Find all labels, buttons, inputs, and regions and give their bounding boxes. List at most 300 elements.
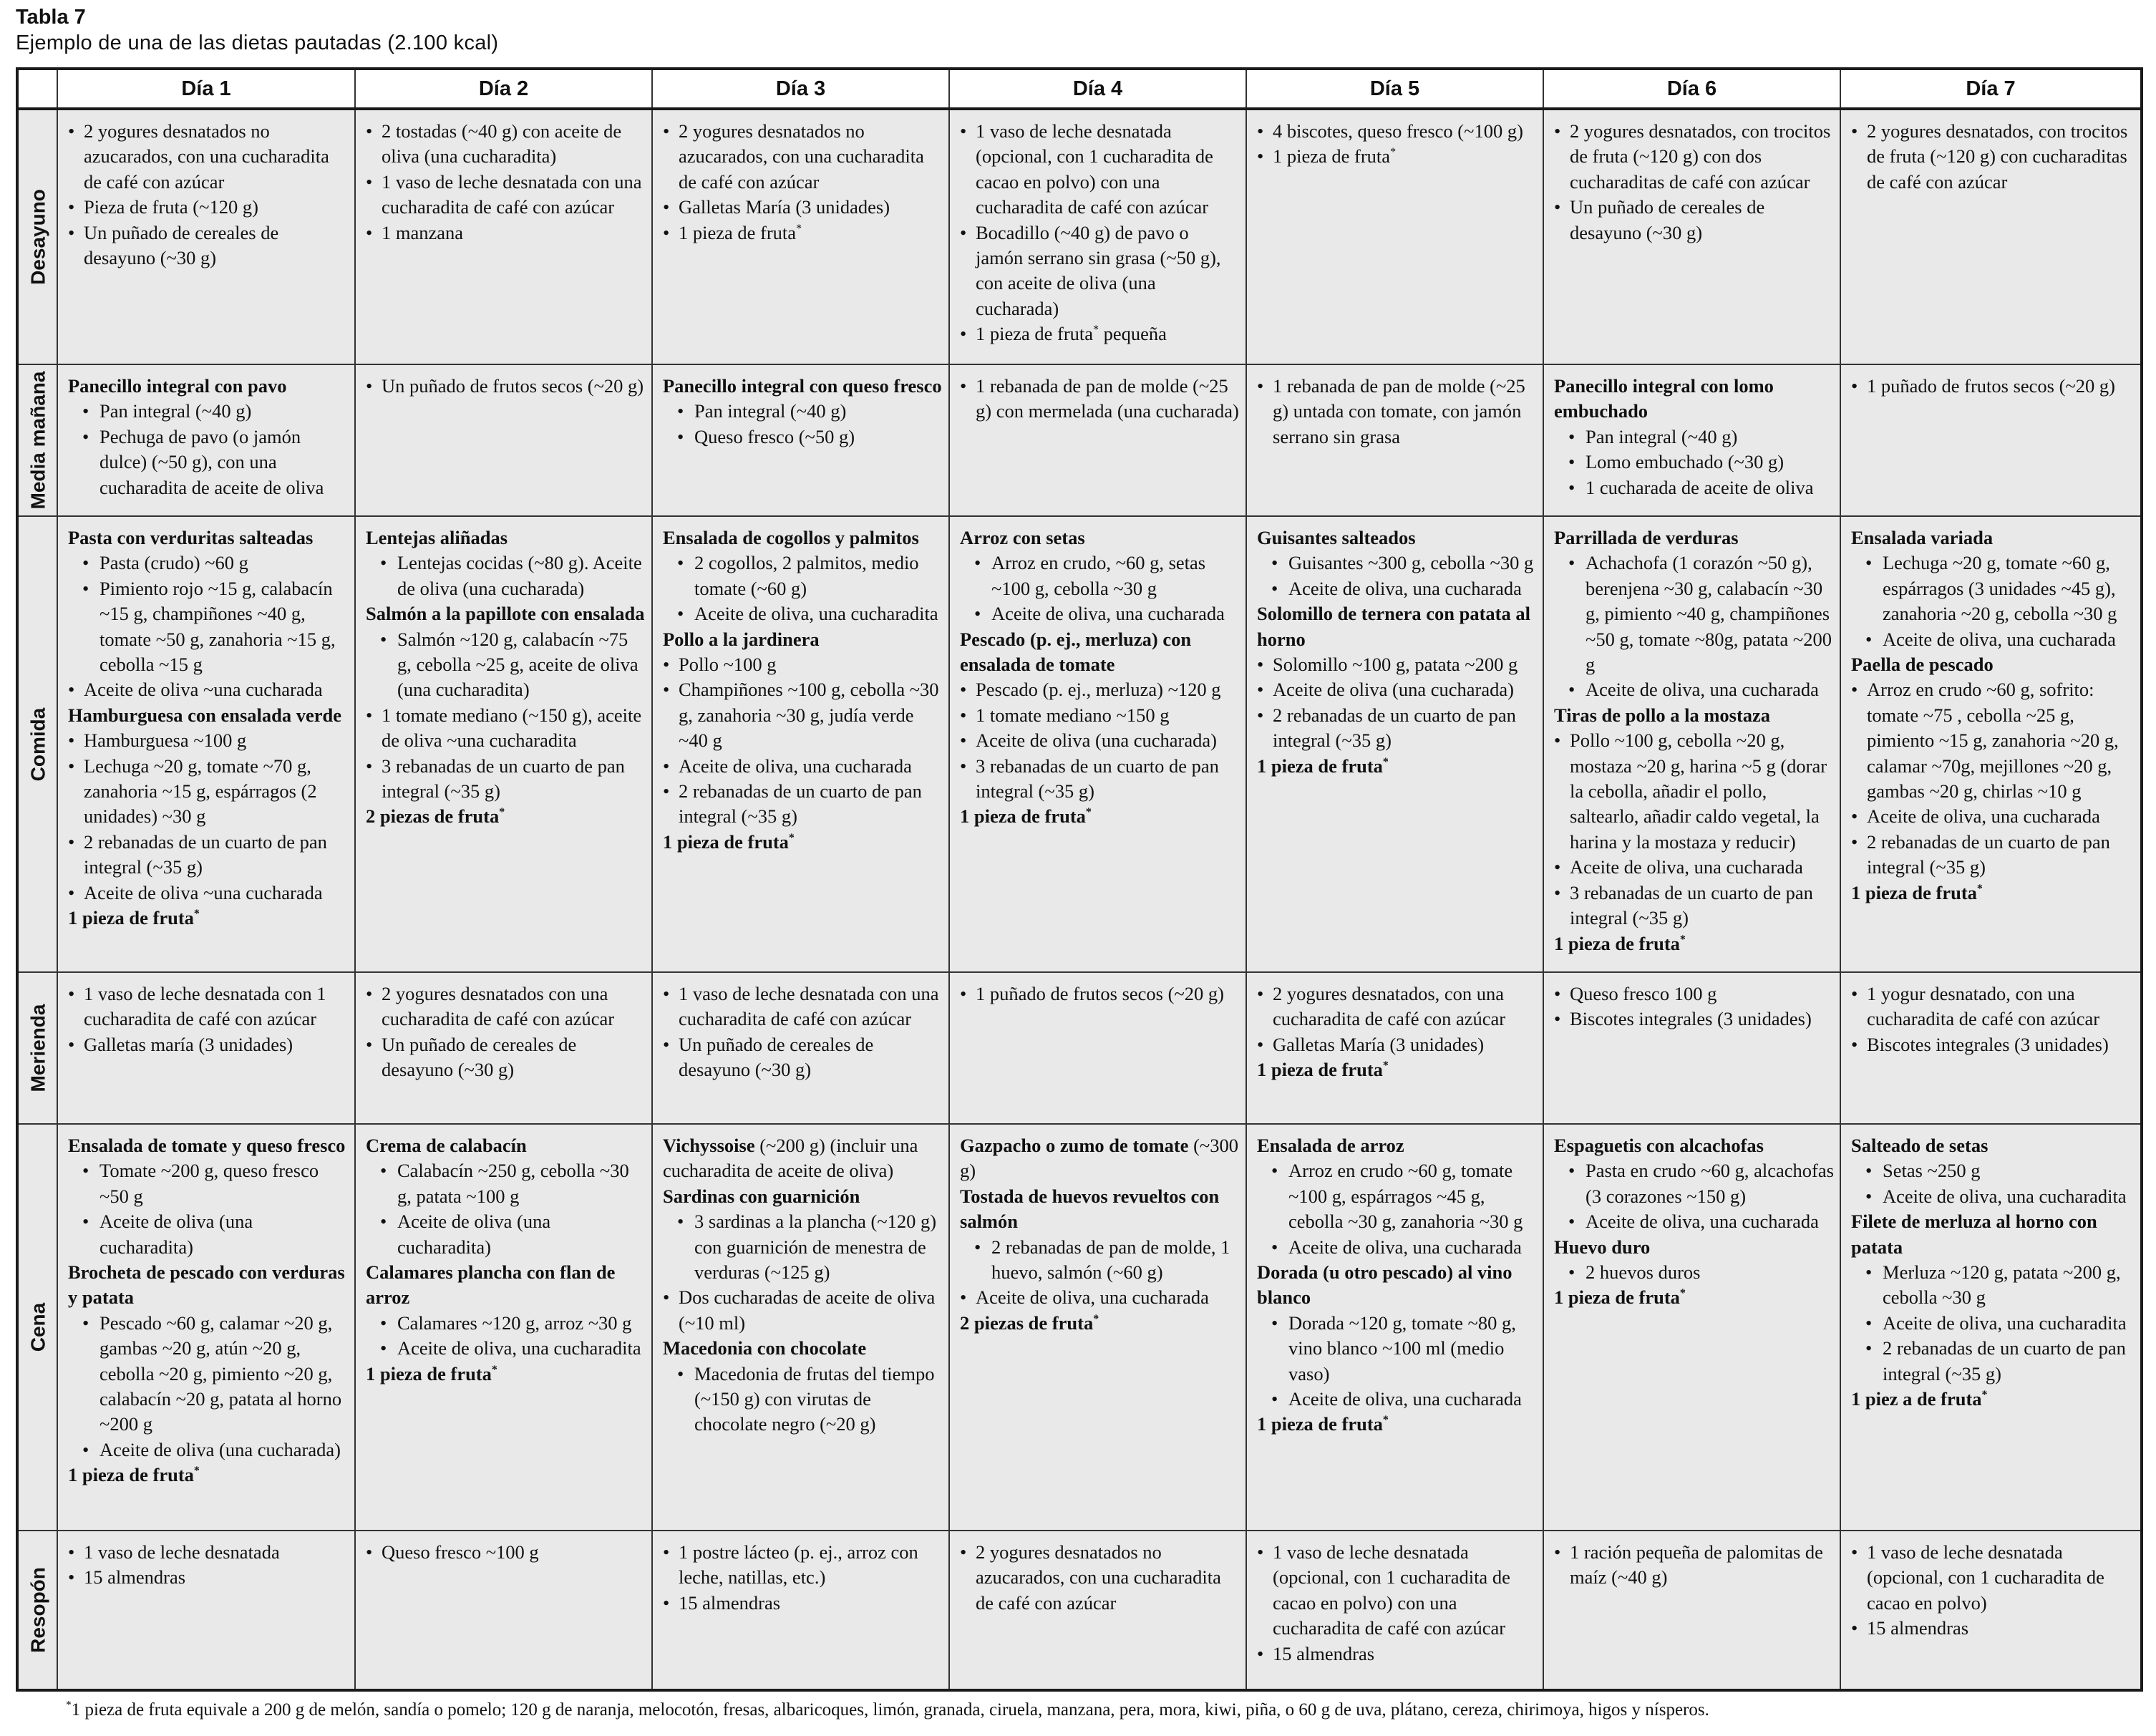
list-item [1554, 425, 1834, 450]
list-item [663, 220, 943, 246]
item-text: Un puñado de frutos secos (~20 g) [382, 375, 644, 397]
meal-cell [1543, 516, 1840, 972]
list-item [1257, 1158, 1537, 1234]
meal-cell [57, 1531, 355, 1690]
item-text: 1 vaso de leche desnatada con 1 cucharadita de café con azúcar [84, 983, 326, 1030]
item-text: 2 rebanadas de pan de molde, 1 huevo, salmón (~60 g) [991, 1236, 1230, 1284]
footnote-text: 1 pieza de fruta equivale a 200 g de melón, sandía o pomelo; 120 g de naranja, melocotón, fresas, albaricoques, limón, granada, ciruela, manzana, pera, mora, kiwi, piña, o 60 g de uva, plátano, cereza, chirimoya, higos y nísperos. [71, 1700, 1709, 1720]
item-text: Pan integral (~40 g) [694, 400, 847, 422]
item-text: Aceite de oliva, una cucharadita [1883, 1185, 2127, 1207]
item-text: 1 tomate mediano (~150 g), aceite de oliva ~una cucharadita [382, 704, 642, 752]
list-item [1851, 981, 2135, 1032]
item-text: Sardinas con guarnición [663, 1185, 860, 1207]
item-text: Pescado (p. ej., merluza) ~120 g [976, 679, 1221, 701]
meal-label-cell [17, 1124, 57, 1531]
list-item [68, 830, 349, 881]
list-item [663, 195, 943, 220]
item-text: Aceite de oliva, una cucharadita [694, 603, 938, 625]
item-text: Salteado de setas [1851, 1135, 1989, 1156]
footnote-ref: * [1085, 806, 1092, 819]
dish-title [960, 1133, 1240, 1184]
item-text: 1 postre lácteo (p. ej., arroz con leche, natillas, etc.) [679, 1541, 918, 1589]
list-item [1257, 551, 1537, 576]
list-item [68, 551, 349, 576]
item-text: Un puñado de cereales de desayuno (~30 g) [382, 1033, 577, 1081]
item-text: Queso fresco (~50 g) [694, 425, 855, 447]
item-text: 1 pieza de fruta [1257, 755, 1383, 777]
item-text: 2 rebanadas de un cuarto de pan integral (~35 g) [1867, 830, 2110, 878]
footnote-ref: * [796, 222, 802, 235]
list-item [68, 220, 349, 271]
item-text: 2 rebanadas de un cuarto de pan integral (~35 g) [1273, 704, 1516, 752]
meal-cell [355, 109, 652, 364]
item-text: Pimiento rojo ~15 g, calabacín ~15 g, champiñones ~40 g, tomate ~50 g, zanahoria ~15 g, cebolla ~15 g [99, 577, 336, 676]
item-text: Panecillo integral con lomo embuchado [1554, 375, 1774, 422]
list-item [663, 677, 943, 753]
footnote-ref: * [1679, 1287, 1686, 1300]
meal-label: Cena [26, 1302, 49, 1352]
item-text: Pasta (crudo) ~60 g [99, 552, 248, 574]
dish-title [1257, 1260, 1537, 1311]
item-text: Solomillo ~100 g, patata ~200 g [1273, 654, 1518, 676]
item-tail: pequeña [1099, 323, 1167, 345]
meal-cell [1840, 364, 2142, 516]
meal-cell [1246, 1124, 1543, 1531]
item-text: Calamares plancha con flan de arroz [366, 1261, 616, 1309]
list-item [1257, 144, 1537, 169]
item-text: 2 yogures desnatados con una cucharadita de café con azúcar [382, 983, 615, 1030]
item-text: Pieza de fruta (~120 g) [84, 196, 258, 218]
item-text: Salmón ~120 g, calabacín ~75 g, cebolla ~25 g, aceite de oliva (una cucharadita) [397, 628, 638, 701]
item-text: Ensalada variada [1851, 527, 1994, 548]
list-item [1257, 981, 1537, 1032]
column-header-dia-1: Día 1 [57, 69, 355, 109]
list-item [1554, 1260, 1834, 1285]
item-text: Aceite de oliva, una cucharada [1867, 805, 2100, 828]
item-text: Hamburguesa ~100 g [84, 729, 247, 752]
item-text: Aceite de oliva, una cucharada [1883, 628, 2116, 650]
list-item [366, 551, 646, 601]
list-item [663, 551, 943, 601]
item-text: Parrillada de verduras [1554, 527, 1739, 548]
list-item [68, 881, 349, 906]
item-text: 3 rebanadas de un cuarto de pan integral (~35 g) [1570, 881, 1813, 929]
footnote-ref: * [1390, 146, 1397, 159]
header-row [17, 69, 2142, 109]
dish-title [366, 1260, 646, 1311]
meal-cell [949, 1531, 1246, 1690]
dish-title [960, 804, 1240, 829]
list-item [663, 981, 943, 1032]
meal-label: Resopón [26, 1567, 49, 1653]
list-item [366, 170, 646, 220]
dish-title [1554, 525, 1834, 551]
item-text: Champiñones ~100 g, cebolla ~30 g, zanahoria ~30 g, judía verde ~40 g [679, 679, 939, 752]
item-text: 1 pieza de fruta [1554, 932, 1680, 954]
dish-title [1554, 703, 1834, 728]
list-item [366, 1336, 646, 1361]
item-text: Pescado ~60 g, calamar ~20 g, gambas ~20 g, atún ~20 g, cebolla ~20 g, pimiento ~20 g, calabacín ~20 g, patata al horno ~200 g [99, 1311, 342, 1435]
item-text: 2 piezas de fruta [366, 805, 500, 828]
item-text: Gazpacho o zumo de tomate [960, 1135, 1189, 1156]
dish-title [1257, 754, 1537, 779]
list-item [68, 119, 349, 195]
dish-title [68, 374, 349, 399]
meal-cell [57, 109, 355, 364]
item-text: 4 biscotes, queso fresco (~100 g) [1273, 120, 1523, 142]
dish-title [1851, 1387, 2135, 1412]
item-text: Paella de pescado [1851, 654, 1994, 676]
column-header-dia-5: Día 5 [1246, 69, 1543, 109]
item-text: Achachofa (1 corazón ~50 g), berenjena ~30 g, calabacín ~30 g, pimiento ~40 g, champiñones ~50 g, tomate ~80g, patata ~200 g [1586, 552, 1832, 676]
list-item [1851, 551, 2135, 626]
item-text: Tomate ~200 g, queso fresco ~50 g [99, 1160, 319, 1207]
item-tail: (~300 g) [960, 1135, 1238, 1182]
meal-cell [1543, 109, 1840, 364]
meal-cell [1840, 1531, 2142, 1690]
meal-cell [949, 516, 1246, 972]
item-text: Aceite de oliva, una cucharada [1586, 1211, 1819, 1233]
item-text: 1 vaso de leche desnatada (opcional, con 1 cucharadita de cacao en polvo) con una cucharadita de café con azúcar [976, 120, 1213, 218]
meal-cell [1543, 972, 1840, 1124]
dish-title [1554, 931, 1834, 956]
list-item [1851, 1032, 2135, 1057]
list-item [1257, 1642, 1537, 1667]
list-item [366, 220, 646, 246]
meal-cell [1840, 972, 2142, 1124]
item-text: 1 pieza de fruta [1273, 145, 1391, 168]
meal-row [17, 364, 2142, 516]
list-item [1257, 374, 1537, 450]
item-text: 1 vaso de leche desnatada (opcional, con 1 cucharadita de cacao en polvo) [1867, 1541, 2104, 1614]
footnote-ref: * [491, 1363, 497, 1376]
item-text: Aceite de oliva, una cucharada [1288, 1388, 1522, 1410]
item-text: 1 rebanada de pan de molde (~25 g) con mermelada (una cucharada) [976, 375, 1239, 422]
item-text: Crema de calabacín [366, 1135, 527, 1156]
list-item [366, 1540, 646, 1565]
dish-title [663, 525, 943, 551]
list-item [1554, 1540, 1834, 1591]
column-header-dia-2: Día 2 [355, 69, 652, 109]
item-text: Pollo a la jardinera [663, 628, 820, 650]
list-item [68, 576, 349, 678]
item-text: 1 rebanada de pan de molde (~25 g) untada con tomate, con jamón serrano sin grasa [1273, 375, 1525, 447]
dish-title [68, 906, 349, 931]
list-item [1554, 677, 1834, 702]
item-text: Aceite de oliva (una cucharada) [99, 1438, 341, 1460]
item-text: Lentejas cocidas (~80 g). Aceite de oliva (una cucharada) [397, 552, 642, 599]
item-text: Arroz en crudo ~60 g, sofrito: tomate ~75 , cebolla ~25 g, pimiento ~15 g, zanahoria ~20 g, calamar ~70g, mejillones ~20 g, gambas ~20 g, chirlas ~10 g [1867, 679, 2119, 802]
item-text: Bocadillo (~40 g) de pavo o jamón serrano sin grasa (~50 g), con aceite de oliva (una cucharada) [976, 221, 1221, 319]
list-item [663, 1209, 943, 1285]
meal-label-cell [17, 364, 57, 516]
meal-cell [1543, 364, 1840, 516]
item-text: 2 piezas de fruta [960, 1311, 1094, 1334]
dish-title [68, 1260, 349, 1311]
dish-title [1554, 1285, 1834, 1310]
meal-cell [57, 1124, 355, 1531]
meal-cell [1246, 109, 1543, 364]
list-item [1257, 1235, 1537, 1260]
list-item [960, 321, 1240, 346]
table-footnote [66, 1698, 1709, 1722]
item-text: Calabacín ~250 g, cebolla ~30 g, patata ~100 g [397, 1160, 629, 1207]
item-text: Biscotes integrales (3 unidades) [1867, 1033, 2109, 1055]
meal-label-cell [17, 109, 57, 364]
dish-title [1257, 1057, 1537, 1082]
list-item [366, 1209, 646, 1260]
item-text: Dorada ~120 g, tomate ~80 g, vino blanco ~100 ml (medio vaso) [1288, 1311, 1516, 1385]
list-item [960, 551, 1240, 601]
dish-title [663, 1336, 943, 1361]
dish-title [663, 1133, 943, 1184]
list-item [68, 1032, 349, 1057]
list-item [1554, 1158, 1834, 1209]
dish-title [1851, 652, 2135, 677]
list-item [1851, 1158, 2135, 1183]
column-header-dia-7: Día 7 [1840, 69, 2142, 109]
meal-label-cell [17, 516, 57, 972]
item-text: Macedonia de frutas del tiempo (~150 g) con virutas de chocolate negro (~20 g) [694, 1362, 935, 1435]
item-text: 1 puñado de frutos secos (~20 g) [976, 983, 1224, 1004]
list-item [366, 1032, 646, 1083]
item-text: 1 pieza de fruta [976, 323, 1094, 345]
item-text: Panecillo integral con pavo [68, 375, 287, 397]
meal-cell [1246, 1531, 1543, 1690]
item-text: 1 vaso de leche desnatada con una cucharadita de café con azúcar [382, 170, 642, 218]
list-item [663, 652, 943, 677]
list-item [366, 981, 646, 1032]
item-text: Queso fresco ~100 g [382, 1541, 539, 1563]
meal-label: Merienda [26, 1004, 49, 1092]
list-item [960, 119, 1240, 220]
dish-title [960, 1184, 1240, 1235]
item-text: Huevo duro [1554, 1236, 1651, 1258]
item-text: Biscotes integrales (3 unidades) [1570, 1008, 1812, 1030]
list-item [1851, 1311, 2135, 1336]
item-text: 2 cogollos, 2 palmitos, medio tomate (~60 g) [694, 552, 919, 599]
list-item [1257, 652, 1537, 677]
table-title: Ejemplo de una de las dietas pautadas (2.100 kcal) [16, 31, 499, 54]
list-item [663, 1540, 943, 1591]
item-text: Aceite de oliva ~una cucharada [84, 881, 323, 903]
item-text: Salmón a la papillote con ensalada [366, 603, 645, 625]
meal-cell [652, 972, 949, 1124]
meal-cell [1840, 109, 2142, 364]
list-item [1851, 677, 2135, 804]
column-header-dia-6: Día 6 [1543, 69, 1840, 109]
dish-title [68, 1133, 349, 1158]
list-item [663, 1591, 943, 1616]
item-text: Arroz en crudo, ~60 g, setas ~100 g, cebolla ~30 g [991, 552, 1206, 599]
list-item [663, 1032, 943, 1083]
list-item [663, 425, 943, 450]
list-item [1257, 1387, 1537, 1412]
item-text: 2 yogures desnatados, con trocitos de fruta (~120 g) con cucharaditas de café con azúcar [1867, 120, 2128, 193]
dish-title [1257, 1133, 1537, 1158]
item-text: 1 puñado de frutos secos (~20 g) [1867, 375, 2115, 397]
item-text: Arroz con setas [960, 527, 1085, 548]
list-item [663, 119, 943, 195]
item-text: 1 pieza de fruta [960, 805, 1086, 828]
dish-title [1554, 1235, 1834, 1260]
dish-title [1257, 525, 1537, 551]
meal-cell [57, 972, 355, 1124]
list-item [366, 374, 646, 399]
list-item [960, 1540, 1240, 1616]
list-item [1851, 830, 2135, 881]
item-text: Hamburguesa con ensalada verde [68, 704, 342, 726]
footnote-ref: * [1093, 324, 1099, 336]
dish-title [663, 830, 943, 855]
list-item [960, 1285, 1240, 1310]
dish-title [366, 1362, 646, 1387]
meal-cell [949, 1124, 1246, 1531]
meal-cell [949, 972, 1246, 1124]
list-item [1554, 1209, 1834, 1234]
list-item [663, 1285, 943, 1336]
list-item [366, 754, 646, 805]
item-text: 1 pieza de fruta [663, 830, 789, 853]
footnote-ref: * [499, 806, 505, 819]
item-text: Galletas María (3 unidades) [679, 196, 890, 218]
dish-title [1851, 1133, 2135, 1158]
item-text: 1 ración pequeña de palomitas de maíz (~40 g) [1570, 1541, 1823, 1589]
item-text: 1 pieza de fruta [68, 1464, 194, 1486]
list-item [1257, 1032, 1537, 1057]
footnote-ref: * [1382, 1414, 1389, 1427]
item-text: 2 tostadas (~40 g) con aceite de oliva (una cucharadita) [382, 120, 622, 168]
list-item [68, 425, 349, 500]
item-text: 1 cucharada de aceite de oliva [1586, 476, 1814, 498]
list-item [663, 779, 943, 830]
footnote-ref: * [1382, 1059, 1389, 1072]
dish-title [1554, 374, 1834, 425]
dish-title [366, 525, 646, 551]
meal-cell [1543, 1124, 1840, 1531]
dish-title [960, 525, 1240, 551]
table-caption [16, 4, 498, 56]
column-header-dia-4: Día 4 [949, 69, 1246, 109]
list-item [960, 981, 1240, 1007]
list-item [68, 1437, 349, 1463]
list-item [960, 728, 1240, 753]
item-text: 1 yogur desnatado, con una cucharadita de café con azúcar [1867, 983, 2100, 1030]
dish-title [1851, 1209, 2135, 1260]
list-item [1851, 804, 2135, 829]
meal-cell [652, 516, 949, 972]
dish-title [663, 1184, 943, 1209]
dish-title [1257, 601, 1537, 652]
meal-cell [949, 109, 1246, 364]
list-item [1554, 728, 1834, 855]
item-text: Tostada de huevos revueltos con salmón [960, 1185, 1220, 1233]
item-text: 1 piez a de fruta [1851, 1388, 1982, 1410]
list-item [366, 1158, 646, 1209]
list-item [366, 1311, 646, 1336]
item-text: 2 yogures desnatados no azucarados, con una cucharadita de café con azúcar [84, 120, 329, 193]
meal-cell [355, 364, 652, 516]
item-text: 15 almendras [84, 1566, 186, 1589]
item-text: 2 huevos duros [1586, 1261, 1701, 1284]
list-item [1851, 374, 2135, 399]
list-item [68, 1209, 349, 1260]
list-item [663, 754, 943, 779]
item-text: 1 pieza de fruta [68, 907, 194, 929]
item-text: Un puñado de cereales de desayuno (~30 g) [84, 221, 279, 269]
list-item [1851, 1336, 2135, 1387]
list-item [960, 754, 1240, 805]
list-item [663, 399, 943, 424]
meal-row [17, 1531, 2142, 1690]
item-text: 1 vaso de leche desnatada (opcional, con 1 cucharadita de cacao en polvo) con una cucharadita de café con azúcar [1273, 1541, 1510, 1639]
meal-label: Media mañana [26, 371, 49, 510]
dish-title [663, 374, 943, 399]
meal-row [17, 1124, 2142, 1531]
meal-label: Comida [26, 707, 49, 781]
meal-row [17, 516, 2142, 972]
dish-title [366, 1133, 646, 1158]
diet-plan-table [16, 67, 2143, 1692]
list-item [1554, 981, 1834, 1007]
dish-title [68, 1463, 349, 1488]
item-text: Queso fresco 100 g [1570, 983, 1717, 1004]
item-text: 3 sardinas a la plancha (~120 g) con guarnición de menestra de verduras (~125 g) [694, 1211, 937, 1284]
list-item [1554, 475, 1834, 500]
meal-cell [355, 516, 652, 972]
meal-cell [355, 1531, 652, 1690]
item-text: Aceite de oliva (una cucharada) [1273, 679, 1514, 701]
dish-title [1554, 1133, 1834, 1158]
item-text: Pasta con verduritas salteadas [68, 527, 314, 548]
item-text: Un puñado de cereales de desayuno (~30 g) [1570, 196, 1765, 243]
list-item [68, 728, 349, 753]
item-text: 3 rebanadas de un cuarto de pan integral (~35 g) [976, 755, 1219, 802]
item-text: Aceite de oliva, una cucharada [976, 1286, 1209, 1309]
list-item [1257, 703, 1537, 754]
list-item [960, 601, 1240, 626]
list-item [1554, 450, 1834, 475]
item-text: Aceite de oliva (una cucharada) [976, 729, 1217, 752]
list-item [68, 981, 349, 1032]
dish-title [366, 601, 646, 626]
dish-title [1257, 1412, 1537, 1437]
item-text: 1 tomate mediano ~150 g [976, 704, 1170, 726]
meal-cell [652, 109, 949, 364]
meal-cell [1840, 516, 2142, 972]
item-text: 2 yogures desnatados, con trocitos de fruta (~120 g) con dos cucharaditas de café con azúcar [1570, 120, 1831, 193]
item-text: Pan integral (~40 g) [99, 400, 252, 422]
item-text: Lechuga ~20 g, tomate ~70 g, zanahoria ~15 g, espárragos (2 unidades) ~30 g [84, 755, 317, 828]
meal-cell [652, 364, 949, 516]
item-text: Vichyssoise [663, 1135, 755, 1156]
list-item [663, 601, 943, 626]
item-text: 1 pieza de fruta [1257, 1059, 1383, 1081]
list-item [68, 1158, 349, 1209]
list-item [366, 119, 646, 170]
dish-title [960, 627, 1240, 678]
item-text: Tiras de pollo a la mostaza [1554, 704, 1771, 726]
list-item [366, 703, 646, 754]
footnote-ref: * [1981, 1389, 1988, 1402]
footnote-ref: * [1382, 755, 1389, 768]
list-item [68, 1311, 349, 1437]
item-text: 15 almendras [679, 1591, 781, 1614]
item-text: Dos cucharadas de aceite de oliva (~10 ml) [679, 1286, 936, 1334]
item-text: Un puñado de cereales de desayuno (~30 g) [679, 1033, 874, 1081]
item-text: Aceite de oliva, una cucharada [679, 755, 912, 777]
item-text: Lentejas aliñadas [366, 527, 508, 548]
